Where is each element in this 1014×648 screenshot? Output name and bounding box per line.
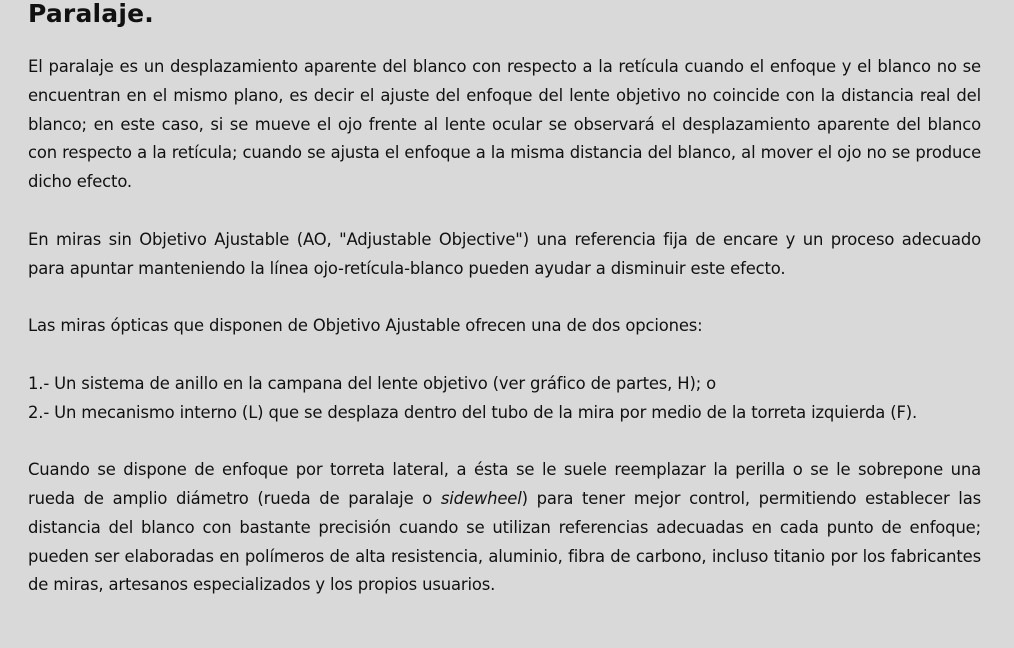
list-item-text: ) que se desplaza dentro del tubo de la mira por medio de la torreta izquierda ( [257,402,897,422]
list-item-text: 2.- Un mecanismo interno ( [28,402,249,422]
paragraph-no-ao: En miras sin Objetivo Ajustable (AO, "Adjustable Objective") una referencia fija de encare y un proceso adecuado para apuntar manteniendo la línea ojo-retícula-blanco pueden ayudar a disminuir este efecto. [28,229,981,278]
list-item-internal [28,399,981,428]
paragraph-text: Cuando se dispone de enfoque por torreta lateral, a ésta se le suele reemplazar la perilla o se le sobrepone una rueda de amplio diámetro (rueda de paralaje o [28,460,981,508]
part-ref-h: H [677,373,690,393]
sidewheel-term: sidewheel [440,488,522,508]
paragraph-text: ) para tener mejor control, permitiendo establecer las distancia del blanco con bastante precisión cuando se utilizan referencias adecuadas en cada punto de enfoque; pueden ser elaboradas en polímeros de alta resistencia, aluminio, fibra de carbono, incluso titanio por los fabricantes de miras, artesanos especializados y los propios usuarios. [28,488,981,595]
part-ref-l: L [248,402,258,422]
paragraph-gap [28,197,981,226]
paragraph-gap [28,427,981,456]
list-item-text: ). [905,402,918,422]
paragraph-sidewheel [28,456,981,600]
paragraph-ao-options: Las miras ópticas que disponen de Objetivo Ajustable ofrecen una de dos opciones: [28,316,703,336]
page-title: Paralaje. [28,0,154,28]
part-ref-f: F [896,402,906,422]
list-item-text: 1.- Un sistema de anillo en la campana del lente objetivo (ver gráfico de partes, [28,373,678,393]
paragraph-definition: El paralaje es un desplazamiento aparente del blanco con respecto a la retícula cuando el enfoque y el blanco no se encuentran en el mismo plano, es decir el ajuste del enfoque del lente objetivo no coincide con la distancia real del blanco; en este caso, si se mueve el ojo frente al lente ocular se observará el desplazamiento aparente del blanco con respecto a la retícula; cuando se ajusta el enfoque a la misma distancia del blanco, al mover el ojo no se produce dicho efecto. [28,57,981,192]
paragraph-gap [28,283,981,312]
paragraph-gap [28,341,981,370]
list-item-ring [28,370,981,399]
list-item-text: ); o [689,373,717,393]
